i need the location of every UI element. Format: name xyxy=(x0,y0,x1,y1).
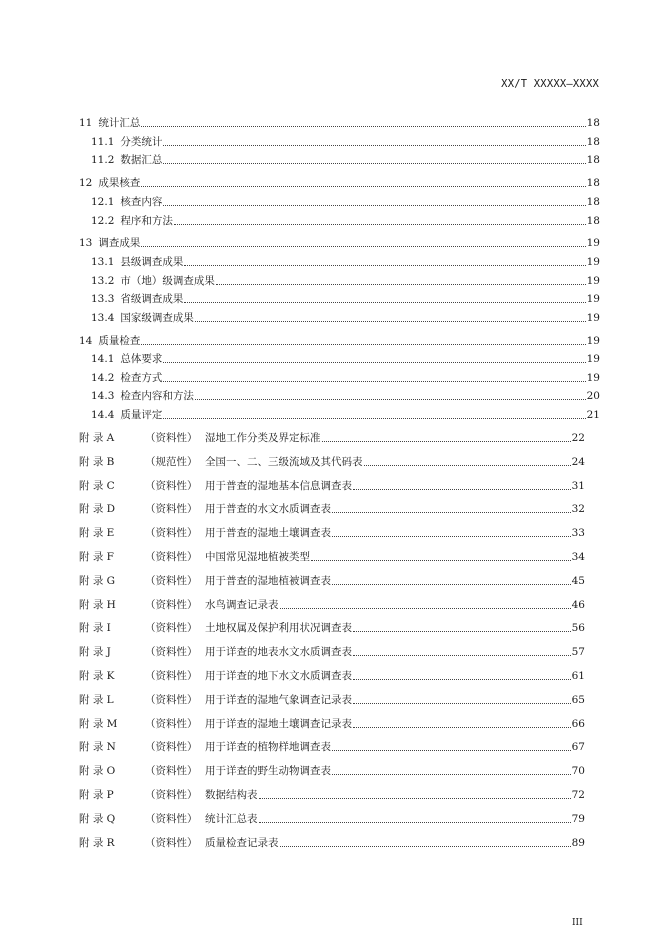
toc-entry-page: 18 xyxy=(586,136,600,148)
appendix-title: 水鸟调查记录表 xyxy=(205,598,279,611)
toc-entry-number: 13.1 xyxy=(91,256,115,268)
appendix-page: 61 xyxy=(571,670,585,682)
appendix-entry[interactable] xyxy=(79,455,585,469)
toc-entry-page: 19 xyxy=(586,293,600,305)
toc-entry-number: 14.1 xyxy=(91,353,115,365)
toc-entry-page: 19 xyxy=(586,312,600,324)
dot-leader xyxy=(141,245,585,247)
dot-leader xyxy=(280,845,571,847)
appendix-entry[interactable] xyxy=(79,431,585,445)
appendix-title: 用于普查的水文水质调查表 xyxy=(205,503,331,516)
dot-leader xyxy=(364,464,571,466)
toc-entry-page: 19 xyxy=(586,335,600,347)
dot-leader xyxy=(353,488,571,490)
appendix-title: 土地权属及保护利用状况调查表 xyxy=(205,622,352,635)
dot-leader xyxy=(259,821,571,823)
dot-leader xyxy=(174,223,586,225)
appendix-nature: （资料性） xyxy=(145,646,198,659)
dot-leader xyxy=(195,320,586,322)
appendix-title: 用于详查的湿地气象调查记录表 xyxy=(205,693,352,706)
appendix-entry[interactable] xyxy=(79,669,585,683)
dot-leader xyxy=(353,726,571,728)
appendix-label: 附 录 R xyxy=(79,836,115,849)
dot-leader xyxy=(184,264,585,266)
dot-leader xyxy=(311,559,571,561)
toc-entry-title: 质量检查 xyxy=(98,335,141,347)
appendix-page: 31 xyxy=(571,479,585,492)
toc-entry-label xyxy=(79,176,140,190)
toc-entry-label xyxy=(91,135,162,149)
toc-entry-page: 19 xyxy=(586,256,600,268)
appendix-page: 34 xyxy=(571,551,585,563)
toc-entry-page: 18 xyxy=(586,177,600,189)
appendix-label: 附 录 L xyxy=(79,693,114,706)
appendix-nature: （资料性） xyxy=(145,717,198,730)
appendix-label: 附 录 O xyxy=(79,765,116,778)
dot-leader xyxy=(332,773,571,775)
toc-entry-page: 20 xyxy=(586,390,600,402)
appendix-page: 66 xyxy=(571,717,585,730)
appendix-title: 中国常见湿地植被类型 xyxy=(205,551,310,563)
toc-entry[interactable] xyxy=(91,408,600,422)
toc-entry[interactable] xyxy=(79,176,600,190)
appendix-label: 附 录 H xyxy=(79,598,116,611)
toc-entry-title: 检查方式 xyxy=(120,372,163,384)
toc-entry-number: 11 xyxy=(79,117,93,129)
toc-entry-label xyxy=(79,236,140,250)
appendix-label: 附 录 P xyxy=(79,789,114,801)
appendix-label: 附 录 G xyxy=(79,574,116,587)
toc-entry-page: 19 xyxy=(586,275,600,287)
dot-leader xyxy=(280,607,571,609)
appendix-title: 用于详查的地表水文水质调查表 xyxy=(205,646,352,659)
toc-entry-label xyxy=(91,195,162,209)
appendix-title: 用于详查的植物样地调查表 xyxy=(205,741,331,754)
appendix-label: 附 录 K xyxy=(79,670,115,682)
dot-leader xyxy=(353,702,571,704)
appendix-nature: （资料性） xyxy=(145,812,198,825)
appendix-title: 统计汇总表 xyxy=(205,812,258,825)
appendix-label: 附 录 N xyxy=(79,741,116,754)
appendix-entry[interactable] xyxy=(79,598,585,612)
dot-leader xyxy=(332,511,571,513)
toc-entry-number: 13 xyxy=(79,237,93,249)
appendix-label: 附 录 Q xyxy=(79,812,116,825)
appendix-page: 46 xyxy=(571,598,585,611)
dot-leader xyxy=(141,125,585,127)
appendix-label: 附 录 M xyxy=(79,717,118,730)
appendix-title: 数据结构表 xyxy=(205,789,258,801)
appendix-title: 湿地工作分类及界定标准 xyxy=(205,432,321,444)
dot-leader xyxy=(216,283,586,285)
appendix-page: 89 xyxy=(571,836,585,849)
appendix-page: 24 xyxy=(571,455,585,468)
toc-entry-title: 成果核查 xyxy=(98,177,141,189)
toc-entry[interactable] xyxy=(91,352,600,366)
toc-entry-page: 18 xyxy=(586,215,600,227)
toc-entry-page: 18 xyxy=(586,196,600,208)
appendix-nature: （资料性） xyxy=(145,598,198,611)
toc-entry-title: 统计汇总 xyxy=(98,117,141,129)
dot-leader xyxy=(141,343,585,345)
toc-entry-number: 14 xyxy=(79,335,93,347)
appendix-title: 全国一、二、三级流域及其代码表 xyxy=(205,455,363,468)
toc-entry[interactable] xyxy=(79,334,600,348)
toc-entry-label xyxy=(91,389,194,403)
appendix-entry[interactable] xyxy=(79,621,585,635)
toc-entry-title: 检查内容和方法 xyxy=(120,390,194,402)
appendix-page: 57 xyxy=(571,646,585,659)
appendix-entry[interactable] xyxy=(79,645,585,659)
appendix-entry[interactable] xyxy=(79,717,585,731)
appendix-title: 质量检查记录表 xyxy=(205,836,279,849)
document-code-header: XX/T XXXXX—XXXX xyxy=(501,78,599,90)
toc-entry-title: 省级调查成果 xyxy=(120,293,184,305)
dot-leader xyxy=(195,398,586,400)
appendix-nature: （资料性） xyxy=(145,551,198,563)
toc-entry-number: 13.3 xyxy=(91,293,115,305)
toc-entry-number: 11.2 xyxy=(91,154,115,166)
toc-entry[interactable] xyxy=(91,274,600,288)
toc-entry-page: 21 xyxy=(586,409,600,421)
dot-leader xyxy=(163,380,585,382)
appendix-nature: （资料性） xyxy=(145,670,198,682)
toc-entry-label xyxy=(91,292,183,306)
toc-entry-page: 19 xyxy=(586,237,600,249)
appendix-nature: （资料性） xyxy=(145,836,198,849)
appendix-nature: （资料性） xyxy=(145,503,198,516)
appendix-entry[interactable] xyxy=(79,836,585,850)
toc-entry-label xyxy=(91,408,162,422)
toc-entry[interactable] xyxy=(79,116,600,130)
toc-entry-number: 14.2 xyxy=(91,372,115,384)
appendix-nature: （资料性） xyxy=(145,527,198,540)
appendix-entry[interactable] xyxy=(79,502,585,516)
appendix-label: 附 录 F xyxy=(79,551,114,563)
toc-entry-title: 县级调查成果 xyxy=(120,256,184,268)
appendix-title: 用于普查的湿地基本信息调查表 xyxy=(205,479,352,492)
appendix-page: 56 xyxy=(571,622,585,635)
dot-leader xyxy=(353,630,571,632)
toc-entry-title: 核查内容 xyxy=(120,196,163,208)
toc-entry-title: 程序和方法 xyxy=(120,215,173,227)
dot-leader xyxy=(163,162,585,164)
toc-entry-label xyxy=(91,255,183,269)
appendix-entry[interactable] xyxy=(79,812,585,826)
dot-leader xyxy=(259,797,571,799)
appendix-page: 70 xyxy=(571,765,585,778)
dot-leader xyxy=(353,678,571,680)
dot-leader xyxy=(141,185,585,187)
toc-entry-label xyxy=(91,153,162,167)
toc-entry[interactable] xyxy=(91,135,600,149)
appendix-page: 72 xyxy=(571,789,585,801)
appendix-nature: （资料性） xyxy=(145,741,198,754)
toc-entry-title: 总体要求 xyxy=(120,353,163,365)
appendix-page: 65 xyxy=(571,693,585,706)
appendix-entry[interactable] xyxy=(79,788,585,802)
dot-leader xyxy=(163,361,585,363)
appendix-entry[interactable] xyxy=(79,479,585,493)
appendix-title: 用于普查的湿地植被调查表 xyxy=(205,574,331,587)
toc-entry-number: 11.1 xyxy=(91,136,115,148)
dot-leader xyxy=(184,301,585,303)
toc-entry-number: 14.3 xyxy=(91,390,115,402)
appendix-nature: （资料性） xyxy=(145,765,198,778)
page-number: III xyxy=(572,918,583,928)
appendix-title: 用于详查的野生动物调查表 xyxy=(205,765,331,778)
toc-entry-label xyxy=(91,352,162,366)
appendix-nature: （资料性） xyxy=(145,622,198,635)
appendix-nature: （资料性） xyxy=(145,432,198,444)
toc-entry-page: 18 xyxy=(586,117,600,129)
appendix-title: 用于详查的地下水文水质调查表 xyxy=(205,670,352,682)
appendix-page: 32 xyxy=(571,503,585,516)
toc-entry[interactable] xyxy=(79,236,600,250)
toc-entry[interactable] xyxy=(91,255,600,269)
toc-entry-page: 19 xyxy=(586,372,600,384)
appendix-title: 用于详查的湿地土壤调查记录表 xyxy=(205,717,352,730)
toc-entry[interactable] xyxy=(91,214,600,228)
appendix-page: 33 xyxy=(571,527,585,540)
toc-entry-label xyxy=(91,371,162,385)
toc-entry-number: 12 xyxy=(79,177,93,189)
toc-entry-title: 调查成果 xyxy=(98,237,141,249)
toc-entry-page: 18 xyxy=(586,154,600,166)
toc-entry-title: 市（地）级调查成果 xyxy=(120,275,215,287)
toc-entry-title: 数据汇总 xyxy=(120,154,163,166)
toc-entry-label xyxy=(91,274,215,288)
appendix-label: 附 录 A xyxy=(79,432,115,444)
toc-entry-title: 质量评定 xyxy=(120,409,163,421)
toc-entry-label xyxy=(79,116,140,130)
toc-entry-number: 13.4 xyxy=(91,312,115,324)
toc-entry-title: 分类统计 xyxy=(120,136,163,148)
dot-leader xyxy=(163,417,585,419)
toc-entry-label xyxy=(91,311,194,325)
appendix-nature: （资料性） xyxy=(145,574,198,587)
toc-entry[interactable] xyxy=(91,389,600,403)
toc-entry-number: 14.4 xyxy=(91,409,115,421)
toc-entry-number: 12.2 xyxy=(91,215,115,227)
dot-leader xyxy=(163,144,585,146)
appendix-page: 22 xyxy=(571,432,585,444)
appendix-entry[interactable] xyxy=(79,693,585,707)
appendix-entry[interactable] xyxy=(79,574,585,588)
toc-entry-title: 国家级调查成果 xyxy=(120,312,194,324)
appendix-nature: （资料性） xyxy=(145,789,198,801)
dot-leader xyxy=(332,583,571,585)
dot-leader xyxy=(322,440,571,442)
appendix-label: 附 录 D xyxy=(79,503,116,516)
toc-entry-label xyxy=(79,334,140,348)
toc-entry-number: 13.2 xyxy=(91,275,115,287)
appendix-label: 附 录 I xyxy=(79,622,111,635)
toc-entry-page: 19 xyxy=(586,353,600,365)
appendix-entry[interactable] xyxy=(79,526,585,540)
appendix-page: 67 xyxy=(571,741,585,754)
appendix-page: 45 xyxy=(571,574,585,587)
toc-entry[interactable] xyxy=(91,292,600,306)
appendix-entry[interactable] xyxy=(79,550,585,564)
toc-entry[interactable] xyxy=(91,311,600,325)
appendix-label: 附 录 J xyxy=(79,646,111,659)
dot-leader xyxy=(163,204,585,206)
appendix-label: 附 录 C xyxy=(79,479,115,492)
toc-entry[interactable] xyxy=(91,195,600,209)
appendix-page: 79 xyxy=(571,812,585,825)
dot-leader xyxy=(332,535,571,537)
toc-entry[interactable] xyxy=(91,153,600,167)
appendix-label: 附 录 B xyxy=(79,455,115,468)
toc-entry-label xyxy=(91,214,173,228)
appendix-nature: （规范性） xyxy=(145,455,198,468)
toc-entry-number: 12.1 xyxy=(91,196,115,208)
appendix-nature: （资料性） xyxy=(145,479,198,492)
appendix-entry[interactable] xyxy=(79,764,585,778)
toc-entry[interactable] xyxy=(91,371,600,385)
appendix-entry[interactable] xyxy=(79,740,585,754)
appendix-title: 用于普查的湿地土壤调查表 xyxy=(205,527,331,540)
appendix-nature: （资料性） xyxy=(145,693,198,706)
appendix-label: 附 录 E xyxy=(79,527,115,540)
dot-leader xyxy=(353,654,571,656)
dot-leader xyxy=(332,749,571,751)
